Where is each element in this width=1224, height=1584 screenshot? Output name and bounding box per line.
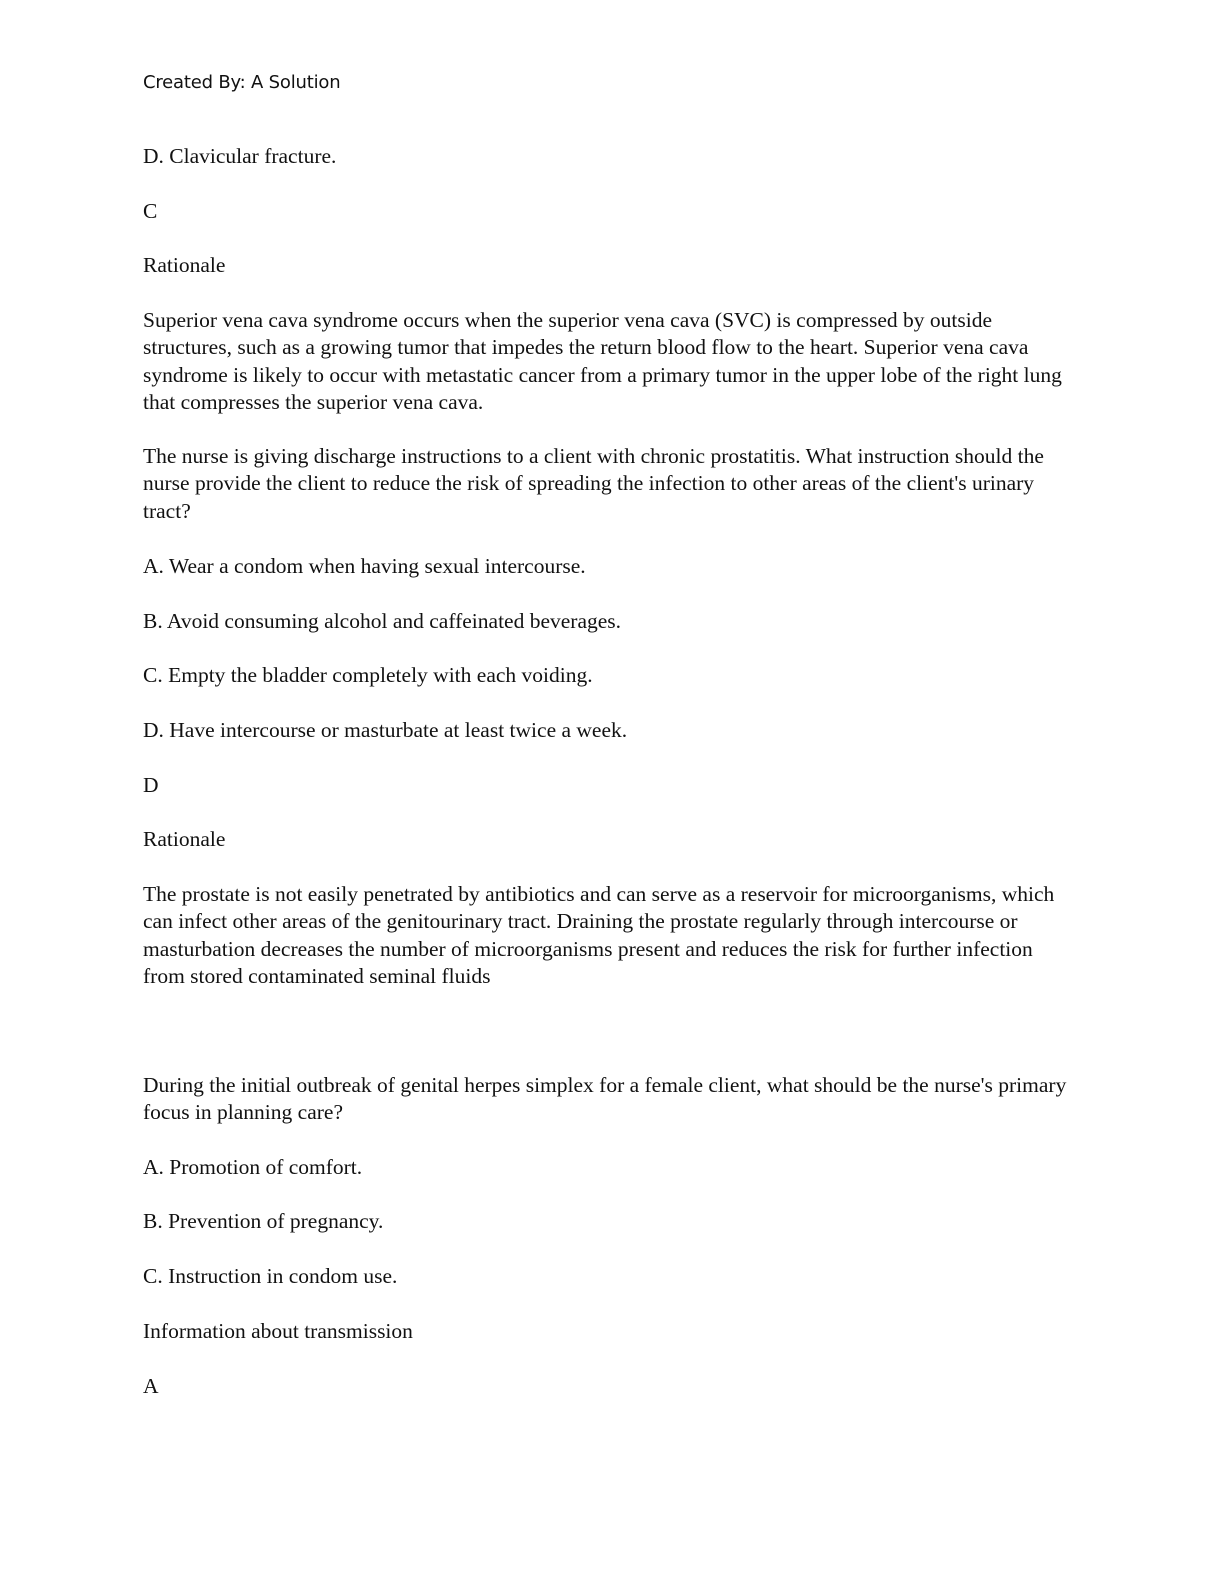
answer-option: A. Wear a condom when having sexual intercourse.	[143, 554, 586, 578]
rationale-text: Superior vena cava syndrome occurs when the superior vena cava (SVC) is compressed by outside structures, such as a growing tumor that impedes the return blood flow to the heart. Superior vena cava syndrome is likely to occur with metastatic cancer from a primary tumor in the upper lobe of the right lung that compresses the superior vena cava.	[143, 308, 1062, 415]
answer-option: B. Prevention of pregnancy.	[143, 1209, 384, 1233]
correct-answer: C	[143, 199, 158, 223]
rationale-text: The prostate is not easily penetrated by antibiotics and can serve as a reservoir for microorganisms, which can infect other areas of the genitourinary tract. Draining the prostate regularly through intercourse or masturbation decreases the number of microorganisms present and reduces the risk for further infection from stored contaminated seminal fluids	[143, 882, 1055, 989]
page-header: Created By: A Solution	[143, 72, 341, 93]
answer-option: B. Avoid consuming alcohol and caffeinated beverages.	[143, 609, 622, 633]
rationale-heading: Rationale	[143, 827, 226, 851]
correct-answer: A	[143, 1374, 159, 1398]
rationale-heading: Rationale	[143, 253, 226, 277]
question-text: The nurse is giving discharge instructions to a client with chronic prostatitis. What instruction should the nurse provide the client to reduce the risk of spreading the infection to other areas of the client's urinary tract?	[143, 444, 1044, 523]
answer-option: D. Clavicular fracture.	[143, 144, 337, 168]
correct-answer: D	[143, 773, 159, 797]
answer-option: C. Empty the bladder completely with each voiding.	[143, 663, 593, 687]
question-text: During the initial outbreak of genital herpes simplex for a female client, what should be the nurse's primary focus in planning care?	[143, 1073, 1067, 1125]
answer-option: A. Promotion of comfort.	[143, 1155, 363, 1179]
answer-option: Information about transmission	[143, 1319, 413, 1343]
answer-option: C. Instruction in condom use.	[143, 1264, 398, 1288]
answer-option: D. Have intercourse or masturbate at least twice a week.	[143, 718, 628, 742]
